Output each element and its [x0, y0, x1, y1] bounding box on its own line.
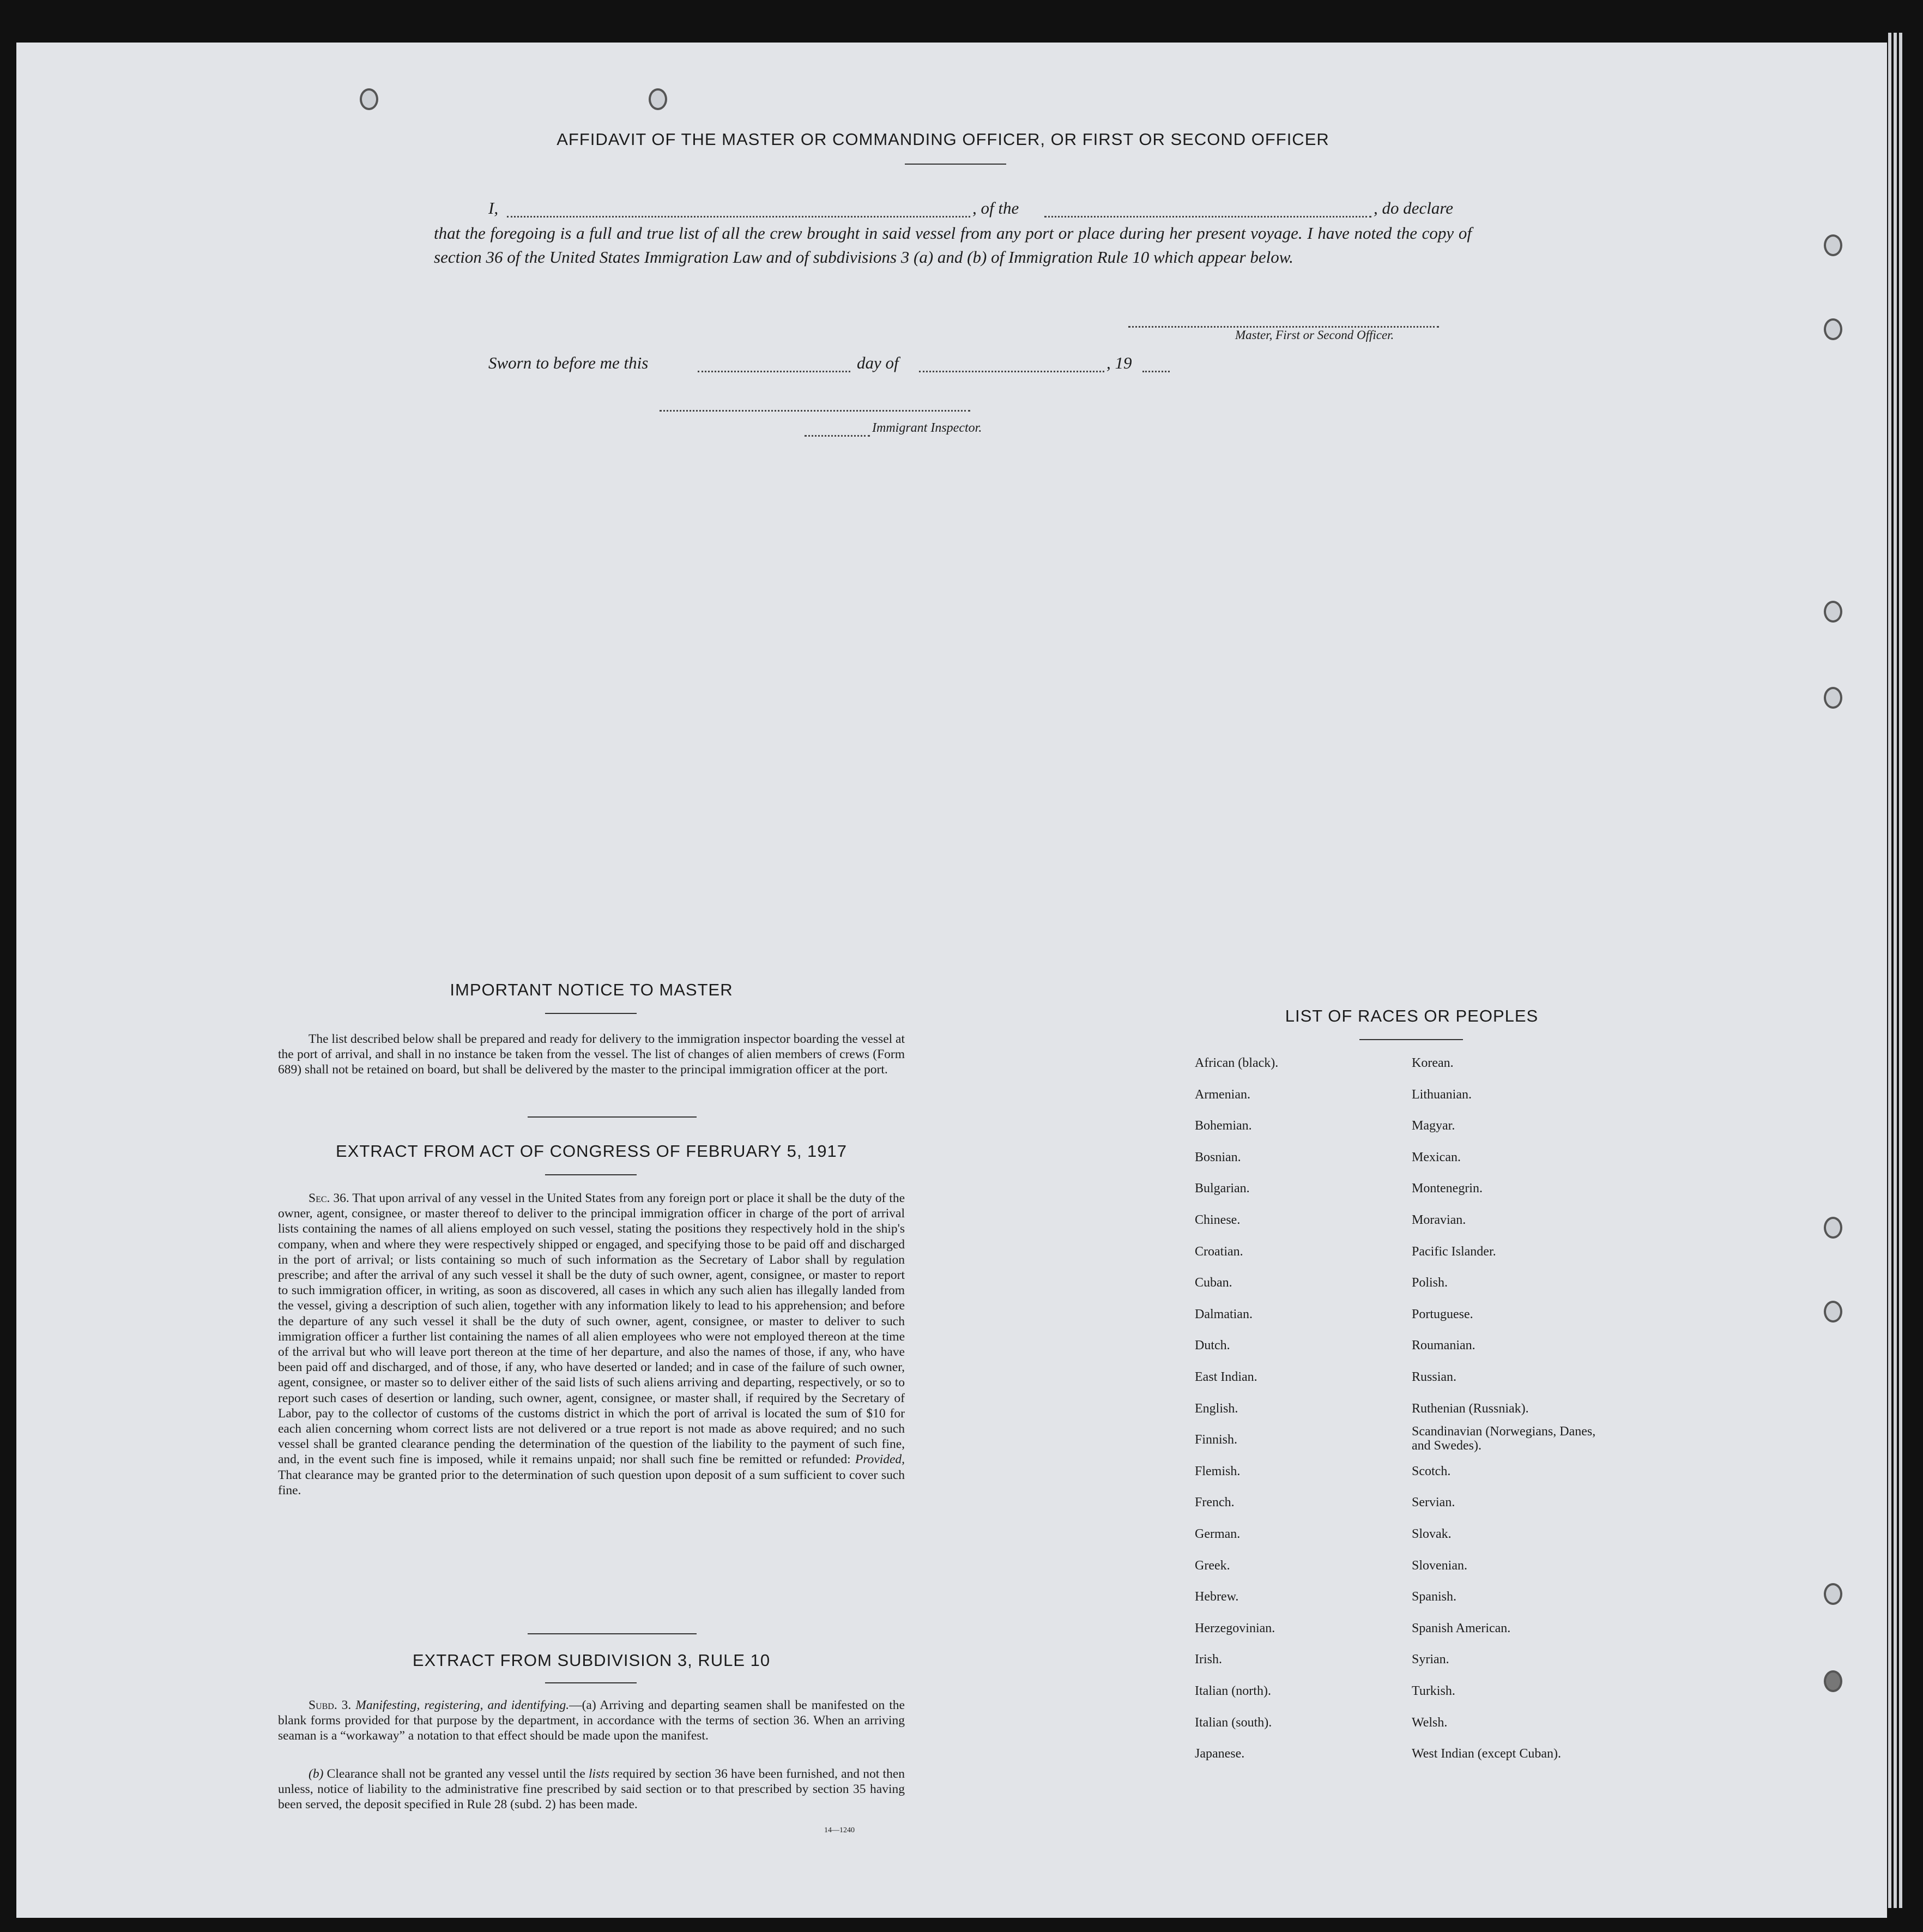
page-edge [1894, 33, 1897, 1908]
race-item: Bohemian. [1195, 1119, 1252, 1133]
punch-hole [1824, 1217, 1842, 1239]
race-item: Scotch. [1412, 1464, 1451, 1478]
affidavit-title: AFFIDAVIT OF THE MASTER OR COMMANDING OFFICER, OR FIRST OR SECOND OFFICER [557, 130, 1329, 149]
inspector-signature-line [660, 410, 970, 412]
punch-hole [1824, 234, 1842, 256]
race-item: Roumanian. [1412, 1338, 1475, 1353]
year-field [1142, 371, 1170, 372]
rule-a-body: Arriving and departing seamen shall be manifested on the blank forms provided for that purpose by the department, in accordance with the terms of section 36. When an arriving seaman is a “workaway” a notation to that effect should be made upon the manifest. [278, 1698, 905, 1743]
race-item: Japanese. [1195, 1747, 1245, 1761]
divider [545, 1174, 637, 1175]
act-section: Sec. 36. [309, 1191, 349, 1205]
punch-hole [1824, 318, 1842, 340]
race-item: Spanish American. [1412, 1621, 1511, 1635]
divider [545, 1013, 637, 1014]
race-item: Dutch. [1195, 1338, 1230, 1353]
race-item: Scandinavian (Norwegians, Danes, and Swedes). [1412, 1424, 1596, 1453]
act-body: That upon arrival of any vessel in the United States from any foreign port or place it shall be the duty of the owner, agent, consignee, or master thereof to deliver to the principal immigration officer in charge of the port of arrival lists containing the names of all aliens employed on such vessel, stating the positions they respectively hold in the ship's company, when and where they were respectively shipped or engaged, and specifying those to be paid off and discharged in the port of arrival; or lists containing so much of such information as the Secretary of Labor shall by regulation prescribe; and after the arrival of any such vessel it shall be the duty of such owner, agent, consignee, or master to report to such immigration officer, in writing, as soon as discovered, all cases in which any such alien has illegally landed from the vessel, giving a description of such alien, together with any information likely to lead to his apprehension; and before the departure of any such vessel it shall be the duty of such owner, agent, consignee, or master to deliver to such immigration officer a further list containing the names of all alien employees who were not employed thereon at the time of the arrival but who will leave port thereon at the time of her departure, and also the names of those, if any, who have been paid off and discharged, and of those, if any, who have deserted or landed; and in case of the failure of such owner, agent, consignee, or master so to deliver either of the said lists of such aliens arriving and departing, respectively, or so to report such cases of desertion or landing, such owner, agent, consignee, or master shall, if required by the Secretary of Labor, pay to the collector of customs of the customs district in which the port of arrival is located the sum of $10 for each alien concerning whom correct lists are not delivered or a true report is not made as above required; and no such vessel shall be granted clearance pending the determination of the question of the liability to the payment of such fine, and, in the event such fine is imposed, while it remains unpaid; nor shall such fine be remitted or refunded: [278, 1191, 905, 1467]
inspector-signature-line [805, 435, 870, 437]
punch-hole [1824, 601, 1842, 623]
race-item: Turkish. [1412, 1684, 1455, 1698]
race-item: Chinese. [1195, 1213, 1241, 1227]
divider [1359, 1039, 1463, 1040]
page-edge [1888, 33, 1891, 1908]
affidavit-of-the: , of the [972, 198, 1019, 218]
rule-b-body-2: required by section 36 have been furnished, and not then unless, notice of liability to the administrative fine prescribed by said section or to that prescribed by section 35 having been served, the deposit specified in Rule 28 (subd. 2) has been made. [278, 1767, 905, 1812]
signature-line [1128, 326, 1439, 328]
rule-b-marker: (b) [309, 1767, 324, 1781]
race-item: English. [1195, 1401, 1238, 1416]
rule-b-body: Clearance shall not be granted any vessel until the [326, 1767, 585, 1781]
act-text [278, 1191, 905, 1498]
race-item: Moravian. [1412, 1213, 1466, 1227]
year-label: , 19 [1106, 353, 1132, 372]
race-item: Welsh. [1412, 1715, 1448, 1730]
race-item: Flemish. [1195, 1464, 1241, 1478]
signature-label: Master, First or Second Officer. [1235, 328, 1394, 342]
vessel-field [1044, 216, 1371, 218]
punch-hole [360, 88, 378, 110]
month-field [919, 371, 1104, 372]
race-item: Pacific Islander. [1412, 1244, 1496, 1259]
divider [528, 1116, 697, 1118]
punch-hole [1824, 1301, 1842, 1323]
race-item: Slovenian. [1412, 1558, 1467, 1573]
notice-title: IMPORTANT NOTICE TO MASTER [450, 980, 733, 999]
divider [528, 1633, 697, 1634]
punch-hole [1824, 1583, 1842, 1605]
race-item: Bosnian. [1195, 1150, 1241, 1164]
punch-hole [1824, 687, 1842, 709]
rule-a-text [278, 1698, 905, 1744]
race-item: Ruthenian (Russniak). [1412, 1401, 1529, 1416]
race-item: Portuguese. [1412, 1307, 1473, 1321]
page-edge [1899, 33, 1902, 1908]
race-item: Irish. [1195, 1652, 1222, 1667]
sworn-label: Sworn to before me this [488, 353, 649, 372]
race-item: Montenegrin. [1412, 1181, 1483, 1196]
punch-hole [649, 88, 667, 110]
race-item: Italian (north). [1195, 1684, 1271, 1698]
affidavit-do-declare: , do declare [1374, 198, 1454, 218]
race-item: Armenian. [1195, 1087, 1250, 1102]
race-item: Servian. [1412, 1495, 1455, 1510]
races-title: LIST OF RACES OR PEOPLES [1285, 1006, 1539, 1025]
act-title: EXTRACT FROM ACT OF CONGRESS OF FEBRUARY 5, 1917 [335, 1142, 848, 1161]
race-item: Polish. [1412, 1276, 1448, 1290]
name-field [507, 216, 970, 218]
rule-subd-title: Manifesting, registering, and identifying. [355, 1698, 570, 1712]
form-number: 14—1240 [824, 1826, 855, 1834]
rule-title: EXTRACT FROM SUBDIVISION 3, RULE 10 [412, 1651, 771, 1670]
race-item: Finnish. [1195, 1433, 1238, 1447]
race-item: German. [1195, 1527, 1241, 1541]
race-item: Korean. [1412, 1056, 1454, 1070]
race-item: African (black). [1195, 1056, 1279, 1070]
notice-text-body: The list described below shall be prepared and ready for delivery to the immigration inspector boarding the vessel at the port of arrival, and shall in no instance be taken from the vessel. The list of changes of alien members of crews (Form 689) shall not be retained on board, but shall be delivered by the master to the principal immigration officer at the port. [278, 1032, 905, 1077]
race-item: West Indian (except Cuban). [1412, 1747, 1561, 1761]
race-item: East Indian. [1195, 1370, 1257, 1384]
rule-subd: Subd. 3. [309, 1698, 352, 1712]
act-provided: Provided, [855, 1452, 905, 1467]
punch-hole [1824, 1670, 1842, 1692]
race-item: Magyar. [1412, 1119, 1455, 1133]
notice-text [278, 1031, 905, 1078]
race-item: French. [1195, 1495, 1235, 1510]
race-item: Syrian. [1412, 1652, 1449, 1667]
day-of-label: day of [857, 353, 899, 372]
race-item: Lithuanian. [1412, 1087, 1472, 1102]
race-item: Mexican. [1412, 1150, 1461, 1164]
race-item: Hebrew. [1195, 1590, 1239, 1604]
race-item: Dalmatian. [1195, 1307, 1253, 1321]
inspector-label: Immigrant Inspector. [872, 421, 982, 435]
rule-b-lists: lists [589, 1767, 609, 1781]
divider [545, 1682, 637, 1683]
race-item: Cuban. [1195, 1276, 1232, 1290]
act-body-2: That clearance may be granted prior to the determination of such question upon deposit of a sum sufficient to cover such fine. [278, 1468, 905, 1498]
race-item: Croatian. [1195, 1244, 1243, 1259]
race-item: Greek. [1195, 1558, 1230, 1573]
race-item: Italian (south). [1195, 1715, 1272, 1730]
race-item: Russian. [1412, 1370, 1457, 1384]
divider [905, 164, 1006, 165]
day-field [698, 371, 850, 372]
affidavit-i: I, [488, 198, 499, 218]
rule-b-text [278, 1766, 905, 1813]
race-item: Bulgarian. [1195, 1181, 1250, 1196]
affidavit-declaration: that the foregoing is a full and true list of all the crew brought in said vessel from any port or place during her present voyage. I have noted the copy of section 36 of the United States Immigration Law and of subdivisions 3 (a) and (b) of Immigration Rule 10 which appear below. [434, 224, 1472, 267]
rule-a-marker: —(a) [569, 1698, 596, 1712]
race-item: Slovak. [1412, 1527, 1452, 1541]
race-item: Herzegovinian. [1195, 1621, 1275, 1635]
race-item: Spanish. [1412, 1590, 1457, 1604]
